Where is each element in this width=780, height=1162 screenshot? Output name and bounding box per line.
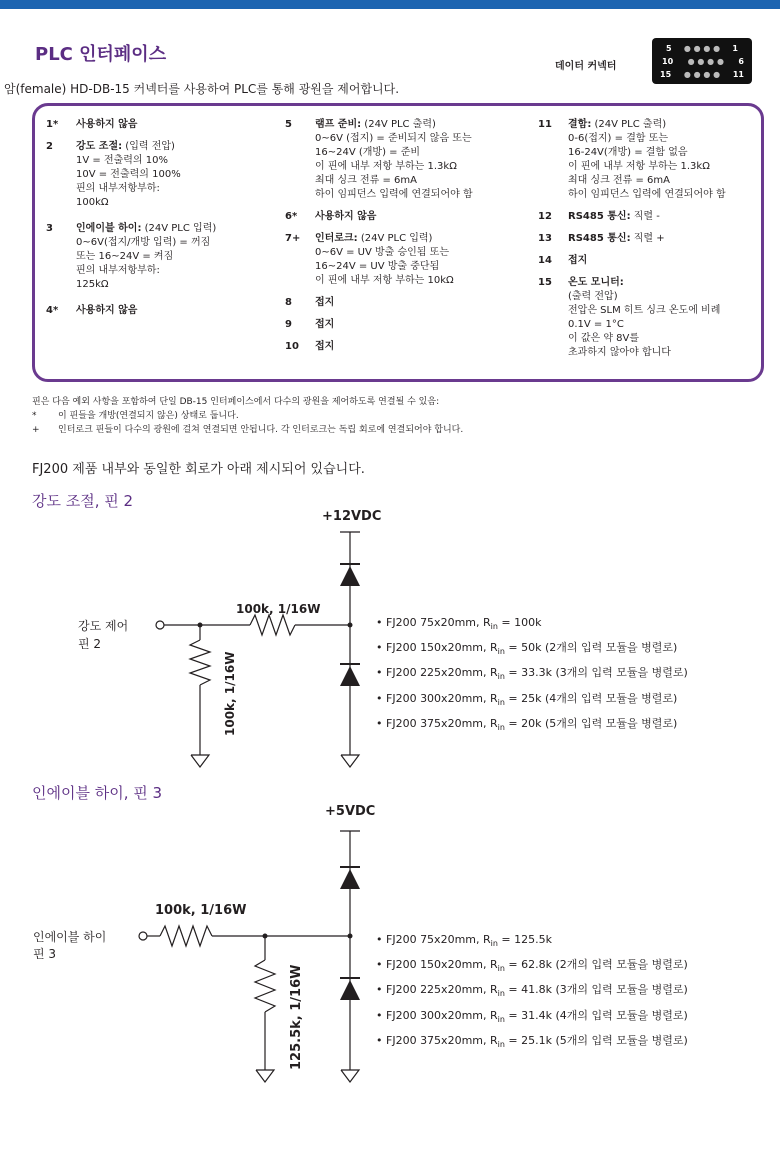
page-title: PLC 인터페이스 bbox=[35, 44, 167, 65]
rin-model: FJ200 75x20mm, R bbox=[386, 616, 491, 629]
circuit2-lower-diode bbox=[340, 980, 360, 1000]
pin-detail-line: 초과하지 않아야 합니다 bbox=[568, 347, 671, 358]
pin-type: 직렬 - bbox=[630, 211, 660, 222]
rin-value: = 41.8k (3개의 입력 모듈을 병렬로) bbox=[504, 983, 688, 997]
bullet-dot: • bbox=[376, 641, 386, 655]
connector-label: 데이터 커넥터 bbox=[555, 61, 617, 72]
note-text: 이 핀들을 개방(연결되지 않은) 상태로 둡니다. bbox=[58, 411, 239, 421]
pin-entry bbox=[46, 222, 266, 292]
pin-detail-line: 또는 16~24V = 켜짐 bbox=[76, 251, 174, 262]
pin-detail-line: 핀의 내부저항부하: bbox=[76, 265, 160, 276]
pin-detail-line: (출력 전압) bbox=[568, 291, 618, 302]
pin-type: (24V PLC 출력) bbox=[591, 119, 667, 130]
circuit2-shunt-resistor bbox=[255, 960, 275, 1012]
circuit1-input-pin-label: 핀 2 bbox=[78, 637, 102, 651]
rin-subscript: in bbox=[497, 964, 505, 974]
bullet-dot: • bbox=[376, 983, 386, 997]
pin-entry bbox=[285, 210, 525, 224]
pin-detail-line: 이 핀에 내부 저항 부하는 1.3kΩ bbox=[315, 161, 457, 172]
pin-number: 7+ bbox=[285, 233, 301, 244]
pin-detail-line: 이 값은 약 8V를 bbox=[568, 333, 640, 344]
pin-name: 사용하지 않음 bbox=[315, 211, 377, 222]
rin-model: FJ200 150x20mm, R bbox=[386, 641, 498, 655]
pin-detail-line: 16~24V (개방) = 준비 bbox=[315, 147, 421, 158]
db15-connector-image bbox=[652, 38, 752, 84]
pin-name: RS485 통신: bbox=[568, 233, 631, 244]
pin-entry bbox=[538, 210, 763, 224]
pin-number: 15 bbox=[538, 277, 552, 288]
pin-entry bbox=[538, 254, 763, 268]
pin-entry bbox=[285, 232, 525, 288]
pin-name: 사용하지 않음 bbox=[76, 305, 138, 316]
circuit2-shunt-resistor-label: 125.5k, 1/16W bbox=[289, 964, 304, 1070]
pin-name: RS485 통신: bbox=[568, 211, 631, 222]
pin-number: 10 bbox=[285, 341, 299, 352]
rin-model: FJ200 375x20mm, R bbox=[386, 716, 498, 730]
rin-subscript: in bbox=[497, 989, 505, 999]
rin-subscript: in bbox=[490, 622, 498, 632]
rin-list-item bbox=[376, 688, 688, 713]
circuit1-series-resistor-label: 100k, 1/16W bbox=[236, 602, 321, 616]
top-accent-bar bbox=[0, 0, 780, 9]
pin-name: 사용하지 않음 bbox=[76, 119, 138, 130]
rin-list-item bbox=[376, 979, 688, 1004]
pin-detail-line: 전압은 SLM 히트 싱크 온도에 비례 bbox=[568, 305, 721, 316]
rin-list-item bbox=[376, 1005, 688, 1030]
pin-name: 강도 조절: bbox=[76, 141, 123, 152]
pin-type: (24V PLC 입력) bbox=[141, 223, 217, 234]
connector-pin-label: 10 bbox=[662, 57, 674, 66]
rin-list-item bbox=[376, 637, 688, 662]
rin-list-item bbox=[376, 929, 688, 954]
connector-pin-label: 1 bbox=[732, 44, 738, 53]
circuit1-input-terminal bbox=[156, 621, 164, 629]
pin-number: 8 bbox=[285, 297, 292, 308]
circuit1-lower-diode bbox=[340, 666, 360, 686]
circuit-lead-text: FJ200 제품 내부와 동일한 회로가 아래 제시되어 있습니다. bbox=[32, 462, 365, 477]
rin-subscript: in bbox=[497, 1039, 505, 1049]
pin-detail-line: 0~6V(접지/개방 입력) = 꺼짐 bbox=[76, 237, 211, 248]
pin-detail-line: 하이 임피던스 입력에 연결되어야 함 bbox=[315, 189, 473, 200]
rin-value: = 25k (4개의 입력 모듈을 병렬로) bbox=[504, 691, 678, 705]
pin-type: (입력 전압) bbox=[122, 141, 175, 152]
pin-type: (24V PLC 입력) bbox=[357, 233, 433, 244]
connector-pin-label: 6 bbox=[738, 57, 744, 66]
pin-name: 접지 bbox=[315, 341, 335, 352]
rin-subscript: in bbox=[497, 722, 505, 732]
pin-number: 5 bbox=[285, 119, 292, 130]
connector-pin-label: 5 bbox=[666, 44, 672, 53]
pin-detail-line: 0.1V = 1°C bbox=[568, 319, 624, 330]
circuit2-series-resistor bbox=[160, 926, 212, 946]
rin-model: FJ200 300x20mm, R bbox=[386, 1008, 498, 1022]
circuit1-shunt-resistor bbox=[190, 640, 210, 685]
page-subtitle: 암(female) HD-DB-15 커넥터를 사용하여 PLC를 통해 광원을 제어합니다. bbox=[4, 82, 400, 96]
circuit1-supply-label: +12VDC bbox=[322, 509, 382, 524]
rin-model: FJ200 225x20mm, R bbox=[386, 983, 498, 997]
bullet-dot: • bbox=[376, 616, 386, 629]
pin-name: 결함: bbox=[568, 119, 592, 130]
pin-entry bbox=[285, 318, 525, 332]
pin-column-2 bbox=[285, 118, 525, 362]
circuit1-shunt-resistor-label: 100k, 1/16W bbox=[223, 651, 237, 736]
rin-list-item bbox=[376, 954, 688, 979]
bullet-dot: • bbox=[376, 1008, 386, 1022]
circuit1-series-resistor bbox=[250, 615, 295, 635]
pin-name: 램프 준비: bbox=[315, 119, 362, 130]
rin-model: FJ200 150x20mm, R bbox=[386, 958, 498, 972]
circuit2-rin-list bbox=[376, 929, 688, 1055]
pin-number: 2 bbox=[46, 141, 53, 152]
bullet-dot: • bbox=[376, 666, 386, 680]
connector-pin-label: 15 bbox=[660, 70, 672, 79]
pin-detail-line: 10V = 전출력의 100% bbox=[76, 169, 181, 180]
connector-pin-dots: ● ● ● ● bbox=[683, 70, 721, 79]
pin-notes bbox=[32, 395, 463, 437]
pin-number: 14 bbox=[538, 255, 552, 266]
circuit1-input-label: 강도 제어 bbox=[78, 619, 129, 633]
pin-entry bbox=[285, 340, 525, 354]
pin-detail-line: 125kΩ bbox=[76, 279, 109, 290]
rin-subscript: in bbox=[497, 697, 505, 707]
circuit2-series-resistor-label: 100k, 1/16W bbox=[155, 903, 247, 918]
circuit2-input-label: 인에이블 하이 bbox=[33, 930, 107, 944]
note-text: 인터로크 핀들이 다수의 광원에 걸쳐 연결되면 안됩니다. 각 인터로크는 독립 회로에 연결되어야 합니다. bbox=[58, 425, 464, 435]
note-item bbox=[32, 409, 463, 423]
pin-detail-line: 하이 임피던스 입력에 연결되어야 함 bbox=[568, 189, 726, 200]
pin-number: 11 bbox=[538, 119, 552, 130]
circuit1-heading: 강도 조절, 핀 2 bbox=[32, 492, 134, 510]
rin-list-item bbox=[376, 612, 688, 637]
notes-intro: 핀은 다음 예외 사항을 포함하여 단일 DB-15 인터페이스에서 다수의 광원을 제어하도록 연결될 수 있음: bbox=[32, 397, 440, 407]
rin-model: FJ200 375x20mm, R bbox=[386, 1033, 498, 1047]
rin-value: = 50k (2개의 입력 모듈을 병렬로) bbox=[504, 641, 678, 655]
pin-name: 접지 bbox=[315, 319, 335, 330]
pin-entry bbox=[285, 118, 525, 202]
connector-pin-dots: ● ● ● ● bbox=[683, 44, 721, 53]
connector-pin-dots: ● ● ● ● bbox=[687, 57, 724, 66]
pin-entry bbox=[538, 118, 763, 202]
pin-name: 인에이블 하이: bbox=[76, 223, 142, 234]
note-mark: + bbox=[32, 425, 40, 435]
bullet-dot: • bbox=[376, 958, 386, 972]
pin-entry bbox=[538, 232, 763, 246]
rin-model: FJ200 75x20mm, R bbox=[386, 933, 491, 946]
pin-detail-line: 이 핀에 내부 저항 부하는 1.3kΩ bbox=[568, 161, 710, 172]
pin-name: 온도 모니터: bbox=[568, 277, 624, 288]
pin-detail-line: 0~6V = UV 방출 승인됨 또는 bbox=[315, 247, 449, 258]
pin-entry bbox=[285, 296, 525, 310]
pin-name: 인터로크: bbox=[315, 233, 358, 244]
rin-value: = 20k (5개의 입력 모듈을 병렬로) bbox=[504, 716, 678, 730]
circuit2-ground-symbol bbox=[341, 1070, 359, 1082]
circuit2-supply-label: +5VDC bbox=[325, 804, 376, 819]
note-mark: * bbox=[32, 411, 37, 421]
circuit2-heading: 인에이블 하이, 핀 3 bbox=[32, 784, 163, 802]
pin-column-1 bbox=[46, 118, 266, 326]
connector-pin-label: 11 bbox=[732, 70, 744, 79]
pin-number: 12 bbox=[538, 211, 552, 222]
rin-value: = 62.8k (2개의 입력 모듈을 병렬로) bbox=[504, 958, 688, 972]
rin-value: = 25.1k (5개의 입력 모듈을 병렬로) bbox=[504, 1033, 688, 1047]
bullet-dot: • bbox=[376, 933, 386, 946]
pin-entry bbox=[46, 140, 266, 210]
pin-detail-line: 1V = 전출력의 10% bbox=[76, 155, 168, 166]
rin-subscript: in bbox=[497, 1014, 505, 1024]
bullet-dot: • bbox=[376, 691, 386, 705]
pin-detail-line: 최대 싱크 전류 = 6mA bbox=[315, 175, 417, 186]
rin-subscript: in bbox=[497, 647, 505, 657]
pin-type: 직렬 + bbox=[630, 233, 665, 244]
pin-detail-line: 16~24V = UV 방출 중단됨 bbox=[315, 261, 440, 272]
pin-number: 13 bbox=[538, 233, 552, 244]
rin-value: = 31.4k (4개의 입력 모듈을 병렬로) bbox=[504, 1008, 688, 1022]
pin-entry bbox=[46, 118, 266, 132]
rin-value: = 125.5k bbox=[497, 933, 553, 946]
rin-subscript: in bbox=[497, 672, 505, 682]
pin-detail-line: 0~6V (접지) = 준비되지 않음 또는 bbox=[315, 133, 472, 144]
rin-subscript: in bbox=[490, 939, 498, 949]
pin-number: 4* bbox=[46, 305, 59, 316]
pin-type: (24V PLC 출력) bbox=[361, 119, 436, 130]
pin-column-3 bbox=[538, 118, 763, 368]
circuit2-upper-diode bbox=[340, 869, 360, 889]
pin-detail-line: 16-24V(개방) = 결함 없음 bbox=[568, 147, 688, 158]
pin-entry bbox=[46, 304, 266, 318]
bullet-dot: • bbox=[376, 1033, 386, 1047]
pin-detail-line: 0-6(접지) = 결함 또는 bbox=[568, 133, 669, 144]
pin-detail-line: 핀의 내부저항부하: bbox=[76, 183, 160, 194]
pin-name: 접지 bbox=[315, 297, 335, 308]
rin-value: = 33.3k (3개의 입력 모듈을 병렬로) bbox=[504, 666, 688, 680]
note-item bbox=[32, 423, 463, 437]
pin-entry bbox=[538, 276, 763, 360]
circuit2-input-pin-label: 핀 3 bbox=[33, 947, 57, 961]
pin-detail-line: 최대 싱크 전류 = 6mA bbox=[568, 175, 670, 186]
rin-model: FJ200 300x20mm, R bbox=[386, 691, 498, 705]
pin-detail-line: 이 핀에 내부 저항 부하는 10kΩ bbox=[315, 275, 454, 286]
pin-name: 접지 bbox=[568, 255, 588, 266]
pin-detail-line: 100kΩ bbox=[76, 197, 109, 208]
rin-list-item bbox=[376, 662, 688, 687]
rin-model: FJ200 225x20mm, R bbox=[386, 666, 498, 680]
circuit2-input-terminal bbox=[139, 932, 147, 940]
rin-value: = 100k bbox=[497, 616, 542, 629]
bullet-dot: • bbox=[376, 716, 386, 730]
circuit1-upper-diode bbox=[340, 566, 360, 586]
rin-list-item bbox=[376, 713, 688, 738]
pin-number: 1* bbox=[46, 119, 59, 130]
circuit1-ground-symbol bbox=[341, 755, 359, 767]
rin-list-item bbox=[376, 1030, 688, 1055]
pin-number: 9 bbox=[285, 319, 292, 330]
pin-number: 3 bbox=[46, 223, 53, 234]
pin-number: 6* bbox=[285, 211, 298, 222]
circuit1-rin-list bbox=[376, 612, 688, 738]
